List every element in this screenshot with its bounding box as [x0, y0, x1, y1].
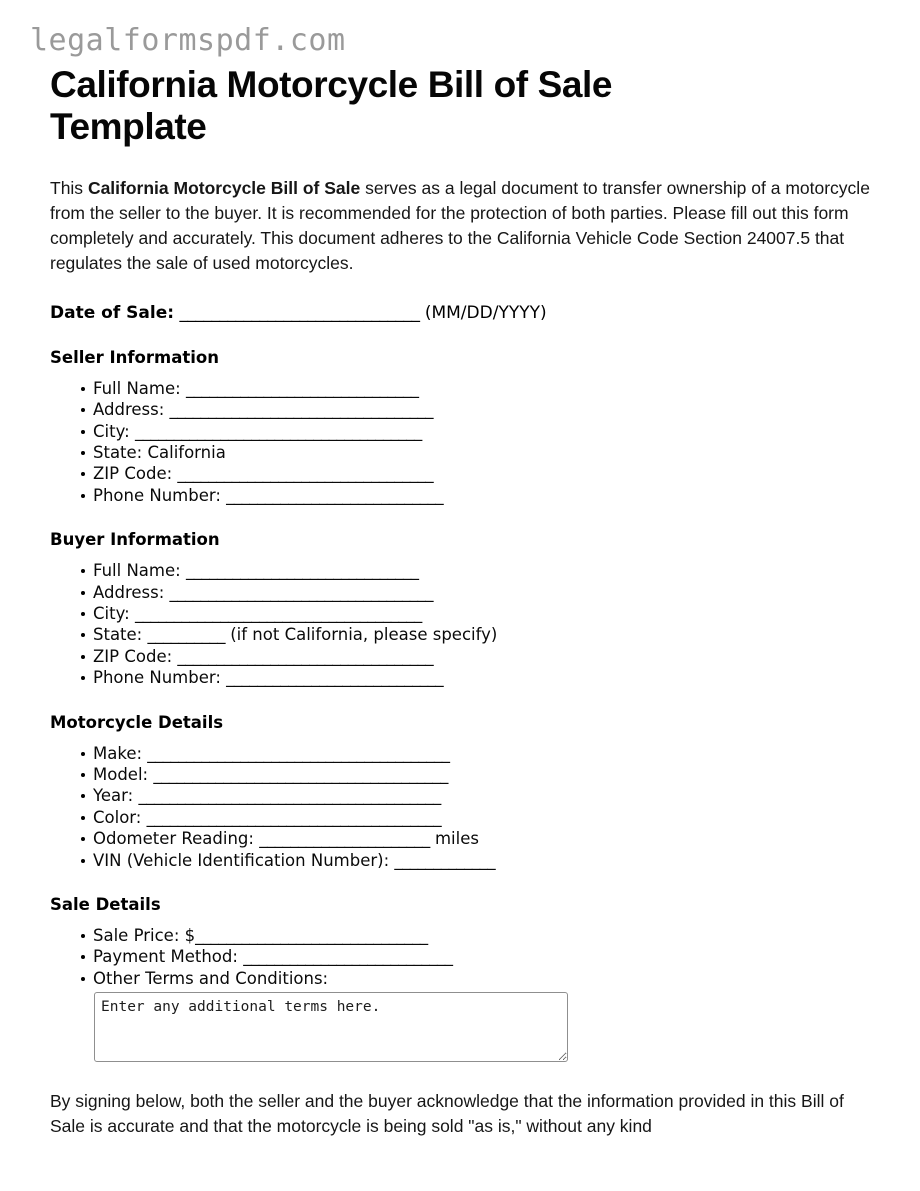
intro-text-bold: California Motorcycle Bill of Sale	[87, 177, 361, 198]
field-blank[interactable]: _________________________________	[177, 646, 434, 666]
page-title: California Motorcycle Bill of Sale Template	[50, 64, 613, 147]
site-watermark: legalformspdf.com	[30, 23, 346, 58]
date-of-sale-label: Date of Sale:	[50, 302, 175, 323]
bullet-icon	[81, 773, 85, 777]
field-label: City:	[93, 421, 130, 441]
field-suffix: (if not California, please specify)	[224, 625, 498, 645]
list-item	[50, 925, 872, 946]
list-item	[50, 463, 872, 484]
field-label: Odometer Reading:	[93, 829, 254, 849]
bullet-icon	[81, 977, 85, 981]
intro-text-before: This	[50, 177, 88, 198]
bullet-icon	[81, 472, 85, 476]
field-list-buyer	[50, 560, 872, 688]
field-blank[interactable]: ______________________________	[195, 926, 428, 946]
field-label: City:	[93, 604, 130, 623]
field-blank[interactable]: ____________________________	[226, 668, 444, 688]
bullet-icon	[81, 430, 85, 434]
field-label: Year:	[93, 786, 134, 806]
field-label: Address:	[93, 582, 165, 602]
bullet-icon	[81, 633, 85, 637]
field-label: ZIP Code:	[93, 464, 173, 484]
list-item	[50, 485, 872, 506]
bullet-icon	[81, 408, 85, 412]
field-blank[interactable]: _______________________________________	[147, 743, 450, 763]
list-item	[50, 442, 872, 463]
field-blank[interactable]: ______________________________________	[153, 765, 448, 785]
list-item	[50, 624, 872, 645]
field-blank[interactable]: __________________________________	[169, 582, 434, 602]
list-item	[50, 968, 872, 1062]
field-label: VIN (Vehicle Identification Number):	[93, 850, 390, 870]
section-heading-sale: Sale Details	[50, 895, 161, 915]
field-label: Full Name:	[93, 561, 181, 581]
bullet-icon	[81, 837, 85, 841]
section-seller-information	[50, 348, 872, 506]
bullet-icon	[81, 387, 85, 391]
field-label: Sale Price: $	[93, 926, 196, 946]
field-blank[interactable]: ______________________________________	[146, 807, 442, 827]
document-content	[50, 64, 872, 1139]
field-label: Color:	[93, 807, 142, 827]
bullet-icon	[81, 859, 85, 863]
field-label: State: California	[93, 442, 226, 462]
section-heading-buyer: Buyer Information	[50, 530, 220, 550]
field-label: ZIP Code:	[93, 646, 173, 666]
section-buyer-information	[50, 530, 872, 688]
bullet-icon	[81, 655, 85, 659]
list-item	[50, 646, 872, 667]
field-blank[interactable]: _____________________________________	[134, 604, 422, 623]
field-list-sale	[50, 925, 872, 1062]
field-label: Payment Method:	[93, 947, 238, 967]
field-label: Make:	[93, 743, 143, 763]
field-label: Other Terms and Conditions:	[93, 968, 329, 988]
list-item	[50, 850, 872, 871]
field-blank[interactable]: _________________________________	[177, 464, 434, 484]
list-item	[50, 946, 872, 967]
field-label: Address:	[93, 400, 165, 420]
field-blank[interactable]: ______________________	[259, 829, 430, 849]
bullet-icon	[81, 451, 85, 455]
section-heading-seller: Seller Information	[50, 347, 219, 367]
list-item	[50, 378, 872, 399]
list-item	[50, 785, 872, 806]
date-of-sale-field	[50, 302, 872, 324]
field-blank[interactable]: ______________________________	[185, 378, 419, 398]
bullet-icon	[81, 794, 85, 798]
list-item	[50, 421, 872, 442]
bullet-icon	[81, 591, 85, 595]
field-blank[interactable]: ____________________________	[226, 485, 444, 505]
bullet-icon	[81, 934, 85, 938]
list-item	[50, 667, 872, 688]
bullet-icon	[81, 752, 85, 756]
section-sale-details	[50, 895, 872, 1062]
intro-paragraph	[50, 176, 872, 276]
other-terms-textarea[interactable]	[94, 992, 568, 1062]
list-item	[50, 743, 872, 764]
bullet-icon	[81, 955, 85, 959]
date-format-hint: (MM/DD/YYYY)	[424, 302, 547, 323]
field-blank[interactable]: ___________________________	[243, 947, 453, 967]
field-label: Full Name:	[93, 378, 181, 398]
list-item	[50, 560, 872, 581]
field-blank[interactable]: __________________________________	[169, 400, 434, 420]
bullet-icon	[81, 612, 85, 616]
field-blank[interactable]: _______________________________________	[138, 786, 441, 806]
section-motorcycle-details	[50, 713, 872, 871]
list-item	[50, 582, 872, 603]
bullet-icon	[81, 494, 85, 498]
field-blank[interactable]: _____________	[394, 850, 496, 870]
list-item	[50, 807, 872, 828]
list-item	[50, 603, 872, 624]
closing-paragraph: By signing below, both the seller and the buyer acknowledge that the information provided in this Bill of Sale is accurate and that the motorcycle is being sold "as is," without any kind	[50, 1091, 844, 1137]
bullet-icon	[81, 676, 85, 680]
bullet-icon	[81, 816, 85, 820]
field-label: Model:	[93, 765, 149, 785]
list-item	[50, 828, 872, 849]
intro-text-after: serves as a legal document to transfer ownership of a motorcycle from the seller to the buyer. It is recommended for the protection of both parties. Please fill out this form completely and accurately. This document adheres to the California Vehicle Code Section 24007.5 that regulates the sale of used motorcycles.	[50, 177, 870, 273]
field-blank[interactable]: _____________________________________	[134, 421, 422, 441]
field-label: Phone Number:	[93, 668, 221, 688]
field-label: Phone Number:	[93, 485, 221, 505]
field-list-motorcycle	[50, 743, 872, 871]
field-suffix: miles	[429, 829, 479, 849]
bullet-icon	[81, 569, 85, 573]
field-label: State:	[93, 625, 143, 645]
list-item	[50, 764, 872, 785]
field-blank[interactable]: ______________________________	[185, 561, 419, 581]
section-heading-motorcycle: Motorcycle Details	[50, 712, 224, 732]
date-of-sale-blank[interactable]: ______________________________	[179, 302, 420, 323]
list-item	[50, 399, 872, 420]
field-blank[interactable]: __________	[147, 625, 225, 645]
field-list-seller	[50, 378, 872, 506]
